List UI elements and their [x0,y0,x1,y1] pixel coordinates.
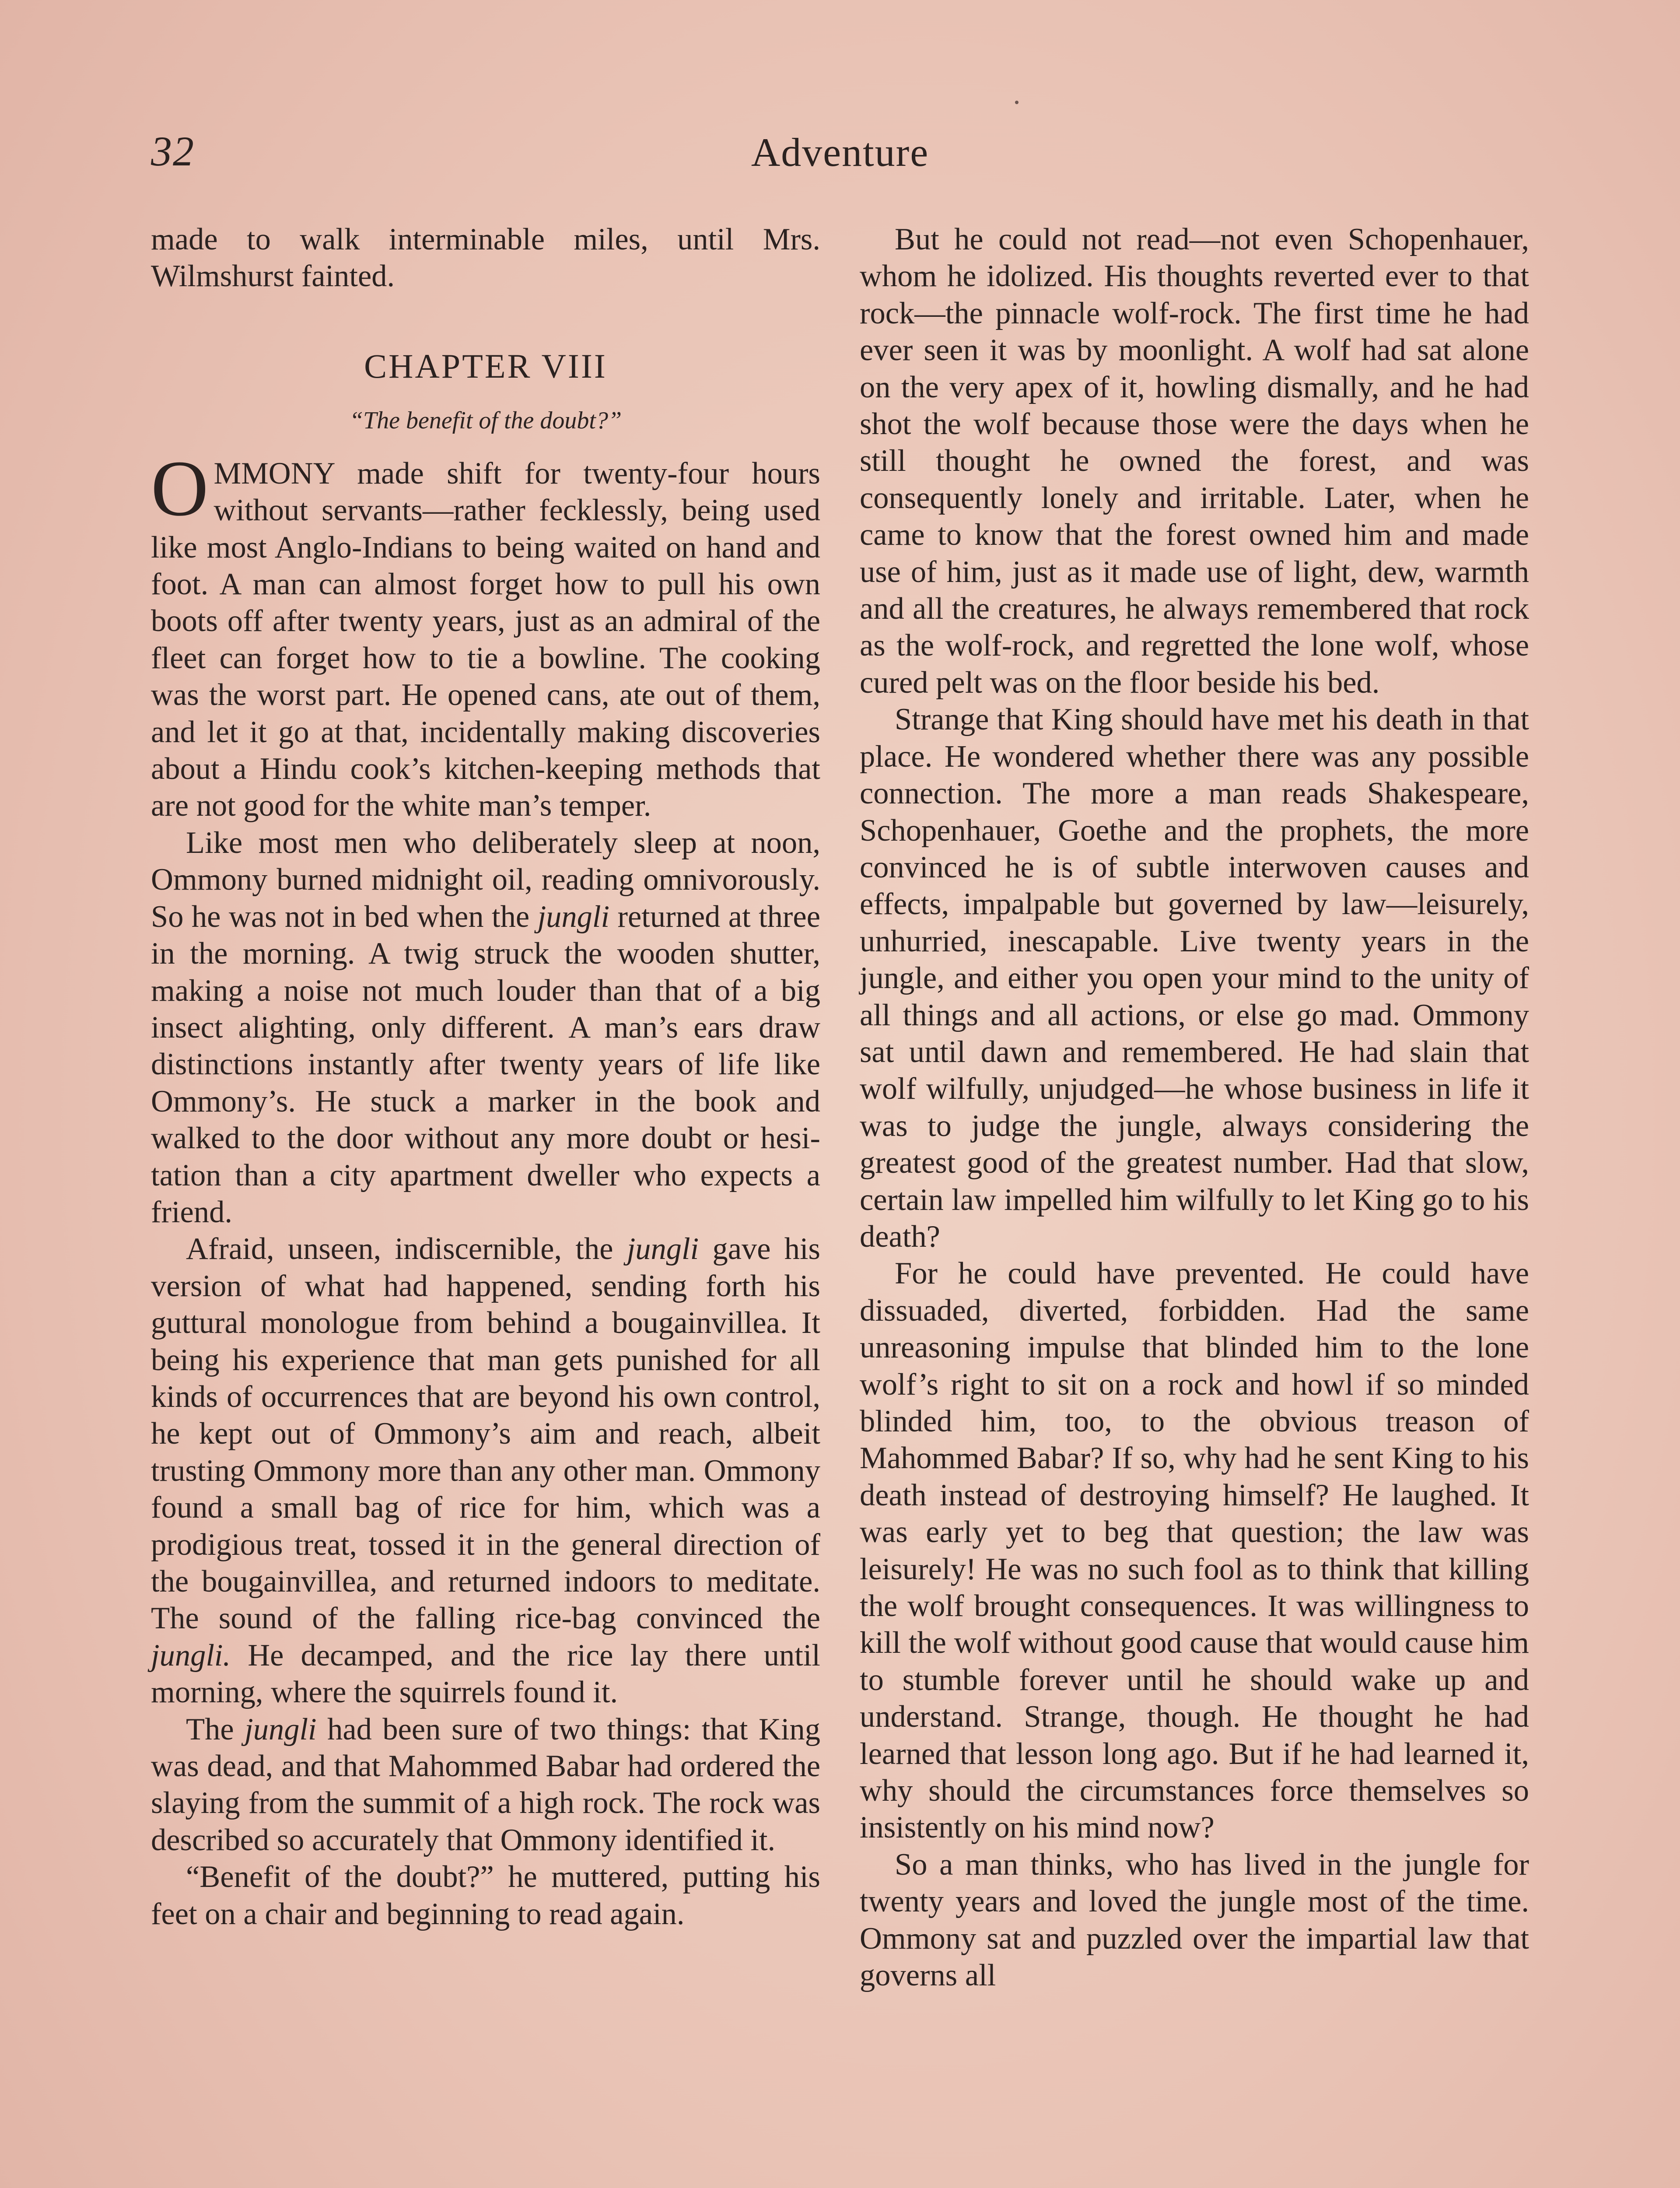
body-paragraph: For he could have prevented. He could have dissuaded, diverted, forbidden. Had the same unreasoning impulse that blinded him to the lone wolf’s right to sit on a rock and howl if so minded blinded him, too, to the obvious treason of Mahommed Babar? If so, why had he sent King to his death instead of destroying himself? He laughed. It was early yet to beg that question; the law was leisurely! He was no such fool as to think that killing the wolf brought consequences. It was willingness to kill the wolf without good cause that would cause him to stumble forever until he should wake up and understand. Strange, though. He thought he had learned that lesson long ago. But if he had learned it, why should the circumstances force themselves so insistently on his mind now? [860,1256,1529,1845]
text-run: He decamped, and the rice lay there until morning, where the squirrels found it. [151,1638,820,1710]
text-run: gave his version of what had happened, sending forth his guttural monologue from behind a bougainvillea. It being his experience that man gets punished for all kinds of occurrences that are beyond his own control, he kept out of Ommony’s aim and reach, albeit trusting Ommony more than any other man. Ommony found a small bag of rice for him, which was a prodigious treat, tossed it in the general direction of the bougainvillea, and returned indoors to meditate. The sound of the falling rice-bag convinced the [151,1232,820,1636]
body-paragraph: Strange that King should have met his death in that place. He wondered whether there was any possible connection. The more a man reads Shakespeare, Schopenhauer, Goethe and the prophets, the more convinced he is of subtle interwoven causes and effects, impalpable but governed by law—leisurely, unhurried, inescapable. Live twenty years in the jungle, and either you open your mind to the unity of all things and all actions, or else go mad. Ommony sat until dawn and remembered. He had slain that wolf wilfully, unjudged—he whose business in life it was to judge the jungle, always considering the greatest good of the greatest number. Had that slow, certain law impelled him wilfully to let King go to his death? [860,702,1529,1254]
continuation-paragraph: made to walk interminable miles, until Mrs. Wilmshurst fainted. [151,222,820,294]
paper-speck [1015,101,1018,104]
page-number: 32 [151,128,195,175]
left-column [151,221,820,1932]
chapter-subtitle: “The benefit of the doubt?” [349,407,622,434]
opening-paragraph [151,444,820,824]
right-column [860,221,1529,1994]
text-run: The [186,1712,245,1746]
body-paragraph [151,1231,820,1711]
chapter-title: CHAPTER VIII [364,347,607,385]
text-run: returned at three in the morning. A twig struck the wooden shutter, making a noise not much louder than that of a big insect alighting, only different. A man’s ears draw distinctions instantly after twenty years of life like Ommony’s. He stuck a marker in the book and walked to the door without any more doubt or hesitation than a city apartment dweller who expects a friend. [151,899,820,1229]
body-paragraph [151,1711,820,1859]
italic-word: jungli [537,899,610,934]
body-paragraph: “Benefit of the doubt?” he muttered, putting his feet on a chair and beginning to read again. [151,1860,820,1931]
text-run: Afraid, unseen, indiscernible, the [186,1232,627,1266]
opening-paragraph-text: MMONY made shift for twenty-four hours without servants—rather fecklessly, being used like most Anglo-Indians to being waited on hand and foot. A man can almost forget how to pull his own boots off after twenty years, just as an admiral of the fleet can forget how to tie a bowline. The cooking was the worst part. He opened cans, ate out of them, and let it go at that, incidentally making discoveries about a Hindu cook’s kitchen-keeping methods that are not good for the white man’s temper. [151,456,820,823]
body-paragraph [151,824,820,1231]
text-run: had been sure of two things: that King was dead, and that Mahommed Babar had ordered the slaying from the summit of a high rock. The rock was described so accurately that Ommony identified it. [151,1712,821,1857]
italic-word: jungli [626,1232,699,1266]
body-paragraph: So a man thinks, who has lived in the jungle for twenty years and loved the jungle most of the time. Ommony sat and puzzled over the impartial law that governs all [860,1847,1529,1993]
italic-word: jungli. [151,1638,231,1673]
running-head: Adventure [751,130,929,175]
body-paragraph: But he could not read—not even Schopenhauer, whom he idolized. His thoughts reverted ever to that rock—the pinnacle wolf-rock. The first time he had ever seen it was by moonlight. A wolf had sat alone on the very apex of it, howling dismally, and he had shot the wolf because those were the days when he still thought he owned the forest, and was consequently lonely and irritable. Later, when he came to know that the forest owned him and made use of him, just as it made use of light, dew, warmth and all the creatures, he always remembered that rock as the wolf-rock, and regretted the lone wolf, whose cured pelt was on the floor beside his bed. [860,222,1529,700]
italic-word: jungli [245,1712,317,1746]
drop-cap: O [151,444,209,533]
text-run: Like most men who deliberately sleep at noon, Ommony burned midnight oil, reading omnivorously. So he was not in bed when the [151,825,820,934]
